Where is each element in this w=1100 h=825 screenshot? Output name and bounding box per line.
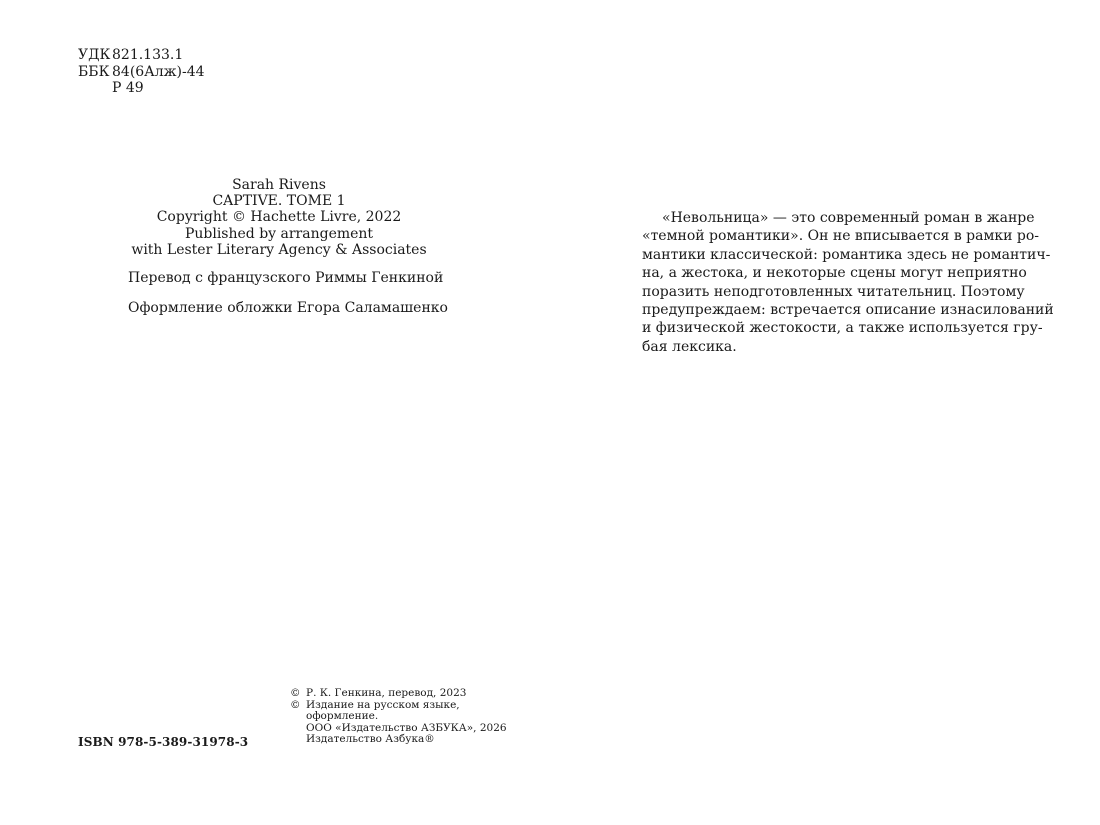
notice-line: оформление.	[306, 710, 379, 723]
classification-label: УДК	[78, 47, 111, 63]
classification-value: 84(6Алж)-44	[112, 63, 205, 80]
classification-label: ББК	[78, 63, 110, 80]
warning-line: «темной романтики». Он не вписывается в рамки ро-	[642, 228, 1040, 245]
classification-bbk	[78, 64, 205, 81]
warning-line: и физической жестокости, а также используется гру-	[642, 320, 1043, 337]
warning-line: бая лексика.	[642, 338, 737, 355]
notice-edition	[290, 700, 507, 746]
original-copyright: Copyright © Hachette Livre, 2022	[156, 209, 402, 226]
original-title: CAPTIVE. TOME 1	[212, 193, 346, 210]
warning-line: мантики классической: романтика здесь не романтич-	[642, 246, 1051, 263]
warning-line: предупреждаем: встречается описание изнасилований	[642, 302, 1054, 319]
classification-value: Р 49	[112, 80, 144, 96]
copyright-symbol: ©	[290, 687, 301, 699]
copyright-symbol: ©	[290, 698, 301, 711]
classification-label	[78, 80, 112, 97]
cover-design-credit: Оформление обложки Егора Саламашенко	[128, 300, 448, 317]
original-author: Sarah Rivens	[232, 177, 326, 193]
notice-line: Издание на русском языке,	[306, 698, 460, 711]
arrangement-line-2: with Lester Literary Agency & Associates	[131, 241, 427, 258]
classification-value: 821.133.1	[112, 47, 184, 63]
arrangement-line-1: Published by arrangement	[184, 225, 374, 242]
translation-credit: Перевод с французского Риммы Генкиной	[128, 270, 444, 287]
copyright-notices	[290, 688, 507, 746]
notice-lines	[306, 700, 507, 746]
classification-author-mark	[78, 80, 205, 97]
warning-line: поразить неподготовленных читательниц. Поэтому	[642, 283, 1025, 300]
classification-udk	[78, 47, 205, 64]
notice-lines	[306, 688, 466, 700]
right-page	[550, 0, 1100, 825]
warning-line: на, а жестока, и некоторые сцены могут неприятно	[642, 265, 1027, 282]
warning-line: «Невольница» — это современный роман в жанре	[662, 210, 1035, 226]
isbn: ISBN 978-5-389-31978-3	[78, 735, 249, 749]
content-warning	[642, 209, 1054, 356]
notice-translation	[290, 688, 507, 700]
credits-block	[128, 177, 448, 317]
notice-line: Р. К. Генкина, перевод, 2023	[306, 687, 467, 699]
notice-line: Издательство Азбука®	[306, 733, 435, 746]
classification-block	[78, 47, 205, 97]
notice-line: ООО «Издательство АЗБУКА», 2026	[306, 721, 507, 734]
